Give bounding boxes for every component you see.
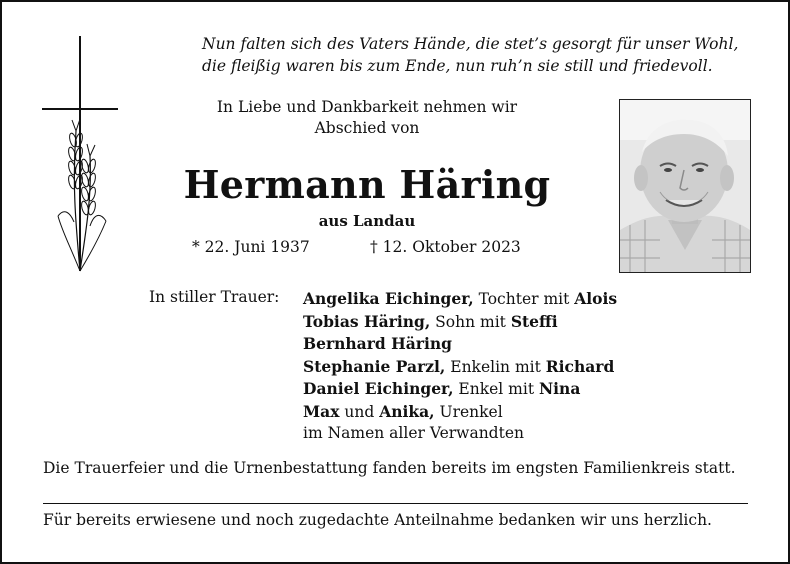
- cross-with-wheat-icon: [40, 36, 120, 276]
- funeral-note: Die Trauerfeier und die Urnenbestattung fanden bereits im engsten Familienkreis statt.: [43, 459, 736, 477]
- mourner-partner: Anika,: [379, 401, 435, 421]
- divider: [43, 503, 748, 504]
- deceased-origin: aus Landau: [318, 212, 416, 230]
- mourner-partner: Steffi: [510, 311, 558, 331]
- mourning-label: In stiller Trauer:: [149, 288, 280, 306]
- mourners-list: [303, 288, 617, 445]
- quote-line-1: Nun falten sich des Vaters Hände, die stet’s gesorgt für unser Wohl,: [202, 35, 739, 53]
- death-date: † 12. Oktober 2023: [370, 238, 521, 256]
- mourner-name: Max: [303, 401, 340, 421]
- portrait-illustration: [620, 100, 750, 272]
- thanks-note: Für bereits erwiesene und noch zugedachte Anteilnahme bedanken wir uns herzlich.: [43, 511, 712, 529]
- mourner-name: Tobias Häring,: [303, 311, 431, 331]
- mourner-partner: Richard: [545, 356, 615, 376]
- intro-text: [177, 97, 557, 139]
- mourner-relation: Enkel mit: [453, 380, 539, 398]
- mourner-entry: [303, 333, 617, 356]
- mourner-entry: [303, 311, 617, 334]
- mourner-name: Stephanie Parzl,: [303, 356, 446, 376]
- mourner-name: Bernhard Häring: [303, 334, 452, 353]
- mourner-name: Daniel Eichinger,: [303, 379, 454, 398]
- deceased-name: Hermann Häring: [183, 162, 551, 207]
- mourner-relation: Tochter mit: [473, 290, 575, 308]
- mourner-entry: [303, 378, 617, 401]
- portrait-photo: [619, 99, 751, 273]
- mourner-relation: Urenkel: [434, 402, 503, 421]
- intro-line-2: Abschied von: [314, 119, 420, 137]
- mourner-relation: Sohn mit: [430, 312, 511, 331]
- mourner-relation: Enkelin mit: [445, 357, 546, 376]
- quote-line-2: die fleißig waren bis zum Ende, nun ruh’n sie still und friedevoll.: [202, 57, 713, 75]
- intro-line-1: In Liebe und Dankbarkeit nehmen wir: [216, 98, 518, 116]
- mourner-entry: [303, 401, 617, 424]
- memorial-quote: [202, 33, 762, 77]
- mourner-entry: [303, 356, 617, 379]
- mourner-name: Angelika Eichinger,: [303, 289, 474, 308]
- mourning-closing: im Namen aller Verwandten: [303, 424, 524, 442]
- mourner-entry: [303, 288, 617, 311]
- mourner-partner: Alois: [574, 289, 618, 308]
- mourner-partner: Nina: [539, 379, 581, 398]
- mourner-relation: und: [339, 402, 380, 421]
- birth-date: * 22. Juni 1937: [192, 238, 310, 256]
